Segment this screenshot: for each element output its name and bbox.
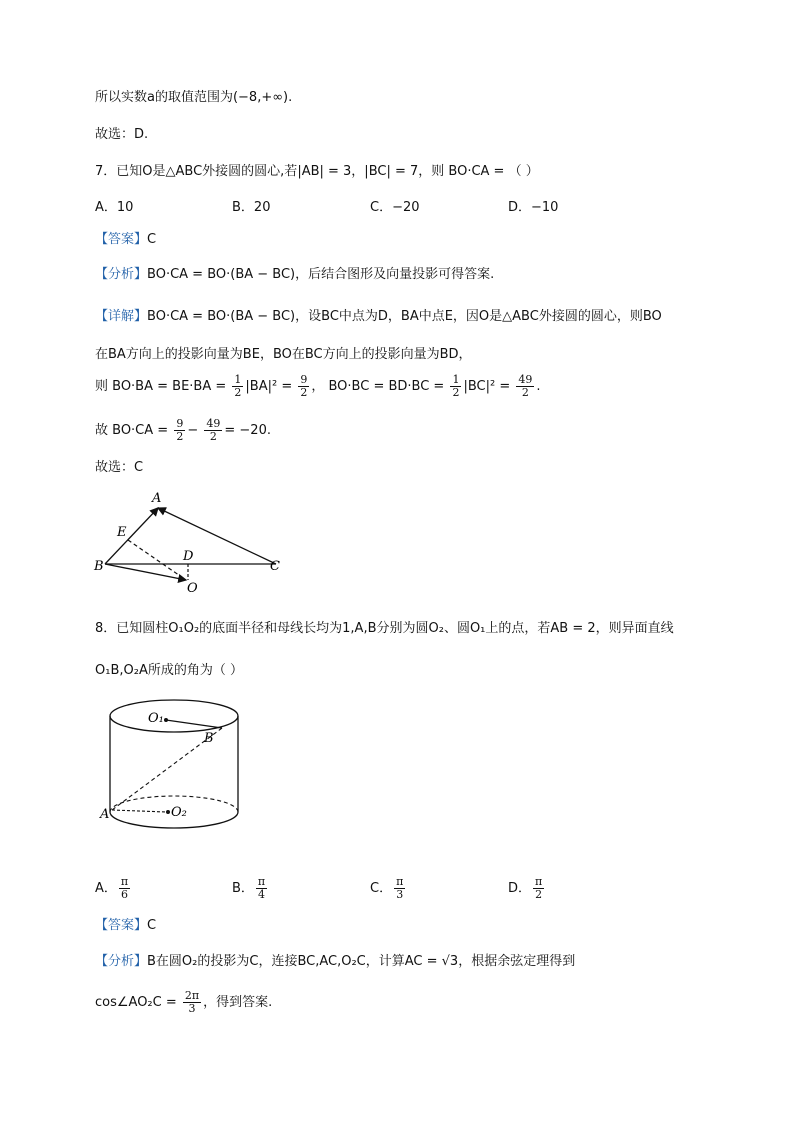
q8-option-b bbox=[232, 876, 269, 901]
detail-4a: 故 BO·CA = bbox=[95, 423, 169, 438]
label-o2: O₂ bbox=[171, 805, 187, 820]
q8-answer bbox=[95, 916, 156, 936]
q8-stem-2: O₁B,O₂A所成的角为（ ） bbox=[95, 663, 243, 678]
label-a: A bbox=[100, 807, 110, 822]
option-label: B． bbox=[232, 881, 254, 896]
fraction-half-2 bbox=[450, 374, 461, 399]
frac-num: 1 bbox=[234, 373, 242, 386]
q7-detail-2: 在BA方向上的投影向量为BE，BO在BC方向上的投影向量为BD， bbox=[95, 347, 472, 362]
q7-stem-text-1: O是△ABC外接圆的圆心,若 bbox=[142, 164, 298, 179]
q8-analysis-2 bbox=[95, 990, 272, 1015]
detail-3c: ， BO·BC = BD·BC = bbox=[311, 379, 445, 394]
frac-den: 2 bbox=[234, 386, 242, 399]
frac-num: π bbox=[257, 875, 266, 888]
label-a: A bbox=[152, 491, 162, 506]
q7-number: 7．已知 bbox=[95, 164, 143, 179]
fraction-half bbox=[232, 374, 243, 399]
label-b: B bbox=[94, 559, 104, 574]
frac-den: 3 bbox=[188, 1002, 196, 1015]
answer-value: C bbox=[147, 918, 157, 933]
answer-tag: 【答案】 bbox=[95, 232, 148, 247]
q7-stem-text-2: |AB| = 3，|BC| = 7，则 BO·CA = （ ） bbox=[297, 164, 539, 179]
detail-3d: |BC|² = bbox=[463, 379, 511, 394]
frac-den: 6 bbox=[121, 888, 129, 901]
fraction-2pi-3 bbox=[183, 990, 201, 1015]
frac-num: 9 bbox=[300, 373, 308, 386]
q7-choice: 故选：C bbox=[95, 460, 144, 475]
prev-conclusion: 所以实数a的取值范围为(−8,+∞). bbox=[95, 90, 293, 105]
frac-den: 3 bbox=[396, 888, 404, 901]
analysis-tag: 【分析】 bbox=[95, 267, 148, 282]
option-label: C． bbox=[370, 881, 393, 896]
frac-num: 49 bbox=[518, 373, 533, 386]
q7-analysis bbox=[95, 265, 494, 285]
q7-option-b: B．20 bbox=[232, 200, 271, 215]
analysis-2b: ，得到答案. bbox=[203, 995, 273, 1010]
frac-den: 2 bbox=[452, 386, 460, 399]
analysis-2a: cos∠AO₂C = bbox=[95, 995, 177, 1010]
frac-den: 2 bbox=[521, 386, 529, 399]
cylinder-figure bbox=[96, 694, 256, 834]
q8-option-a bbox=[95, 876, 132, 901]
q7-detail-4: 故 BO·CA = $\frac{9}{2}$ − $\frac{49}{2}$ = −20. bbox=[95, 417, 271, 443]
detail-4b: = −20. bbox=[224, 423, 271, 438]
label-o1: O₁ bbox=[148, 711, 164, 726]
q8-analysis bbox=[95, 952, 575, 972]
q7-answer bbox=[95, 230, 156, 250]
answer-tag: 【答案】 bbox=[95, 918, 148, 933]
vector-bo bbox=[105, 564, 186, 580]
frac-den: 4 bbox=[258, 888, 266, 901]
fraction-49-2 bbox=[516, 374, 534, 399]
detail-tag: 【详解】 bbox=[95, 309, 148, 324]
frac-den: 2 bbox=[535, 888, 543, 901]
fraction-9-2 bbox=[298, 374, 309, 399]
prev-choice: 故选：D. bbox=[95, 127, 149, 142]
option-label: D． bbox=[508, 881, 532, 896]
frac-num: π bbox=[535, 875, 543, 888]
segment-o1b bbox=[166, 720, 222, 728]
label-b: B bbox=[204, 731, 214, 746]
detail-text-1: BO·CA = BO·(BA − BC)，设BC中点为D，BA中点E，因O是△ABC外接圆的圆心，则BO bbox=[147, 309, 662, 324]
analysis-tag: 【分析】 bbox=[95, 954, 148, 969]
fraction-9-2-b bbox=[174, 418, 185, 443]
q7-option-c: C．−20 bbox=[370, 200, 420, 215]
frac-den: 2 bbox=[209, 430, 217, 443]
label-d: D bbox=[183, 549, 194, 564]
q7-option-a: A．10 bbox=[95, 200, 134, 215]
option-fraction bbox=[256, 876, 267, 901]
segment-ao2 bbox=[112, 810, 166, 812]
frac-num: 2π bbox=[184, 989, 200, 1002]
q7-stem bbox=[95, 162, 539, 182]
frac-den: 2 bbox=[176, 430, 184, 443]
option-label: A． bbox=[95, 881, 117, 896]
point-o2 bbox=[166, 810, 170, 814]
answer-value: C bbox=[147, 232, 157, 247]
option-fraction bbox=[394, 876, 405, 901]
label-e: E bbox=[117, 525, 127, 540]
frac-num: 9 bbox=[176, 417, 184, 430]
option-fraction bbox=[119, 876, 130, 901]
detail-3b: |BA|² = bbox=[245, 379, 293, 394]
triangle-figure bbox=[90, 488, 290, 596]
vector-ba bbox=[105, 508, 158, 564]
q8-option-d bbox=[508, 876, 546, 901]
frac-num: π bbox=[396, 875, 404, 888]
label-o: O bbox=[187, 581, 198, 596]
q7-detail-1 bbox=[95, 307, 662, 327]
fraction-49-2-b bbox=[204, 418, 222, 443]
label-c: C bbox=[270, 559, 280, 574]
frac-num: 1 bbox=[452, 373, 460, 386]
option-fraction bbox=[533, 876, 544, 901]
q8-option-c bbox=[370, 876, 407, 901]
analysis-text: B在圆O₂的投影为C，连接BC,AC,O₂C，计算AC = √3，根据余弦定理得到 bbox=[147, 954, 576, 969]
q8-stem-1: 8．已知圆柱O₁O₂的底面半径和母线长均为1,A,B分别为圆O₂、圆O₁上的点，若AB = 2，则异面直线 bbox=[95, 621, 674, 636]
q7-detail-3: 则 BO·BA = BE·BA = $\frac{1}{2}$ |BA|² = $\frac{9}{2}$ ， BO·BC = BD·BC = $\frac{1}{2}$ |BC|² = $\frac{49}{2}$ . bbox=[95, 373, 541, 399]
q7-option-d: D．−10 bbox=[508, 200, 559, 215]
frac-num: π bbox=[120, 875, 129, 888]
analysis-text: BO·CA = BO·(BA − BC)，后结合图形及向量投影可得答案. bbox=[147, 267, 495, 282]
vector-ca bbox=[158, 508, 276, 564]
frac-den: 2 bbox=[300, 386, 308, 399]
frac-num: 49 bbox=[206, 417, 221, 430]
detail-3a: 则 BO·BA = BE·BA = bbox=[95, 379, 227, 394]
